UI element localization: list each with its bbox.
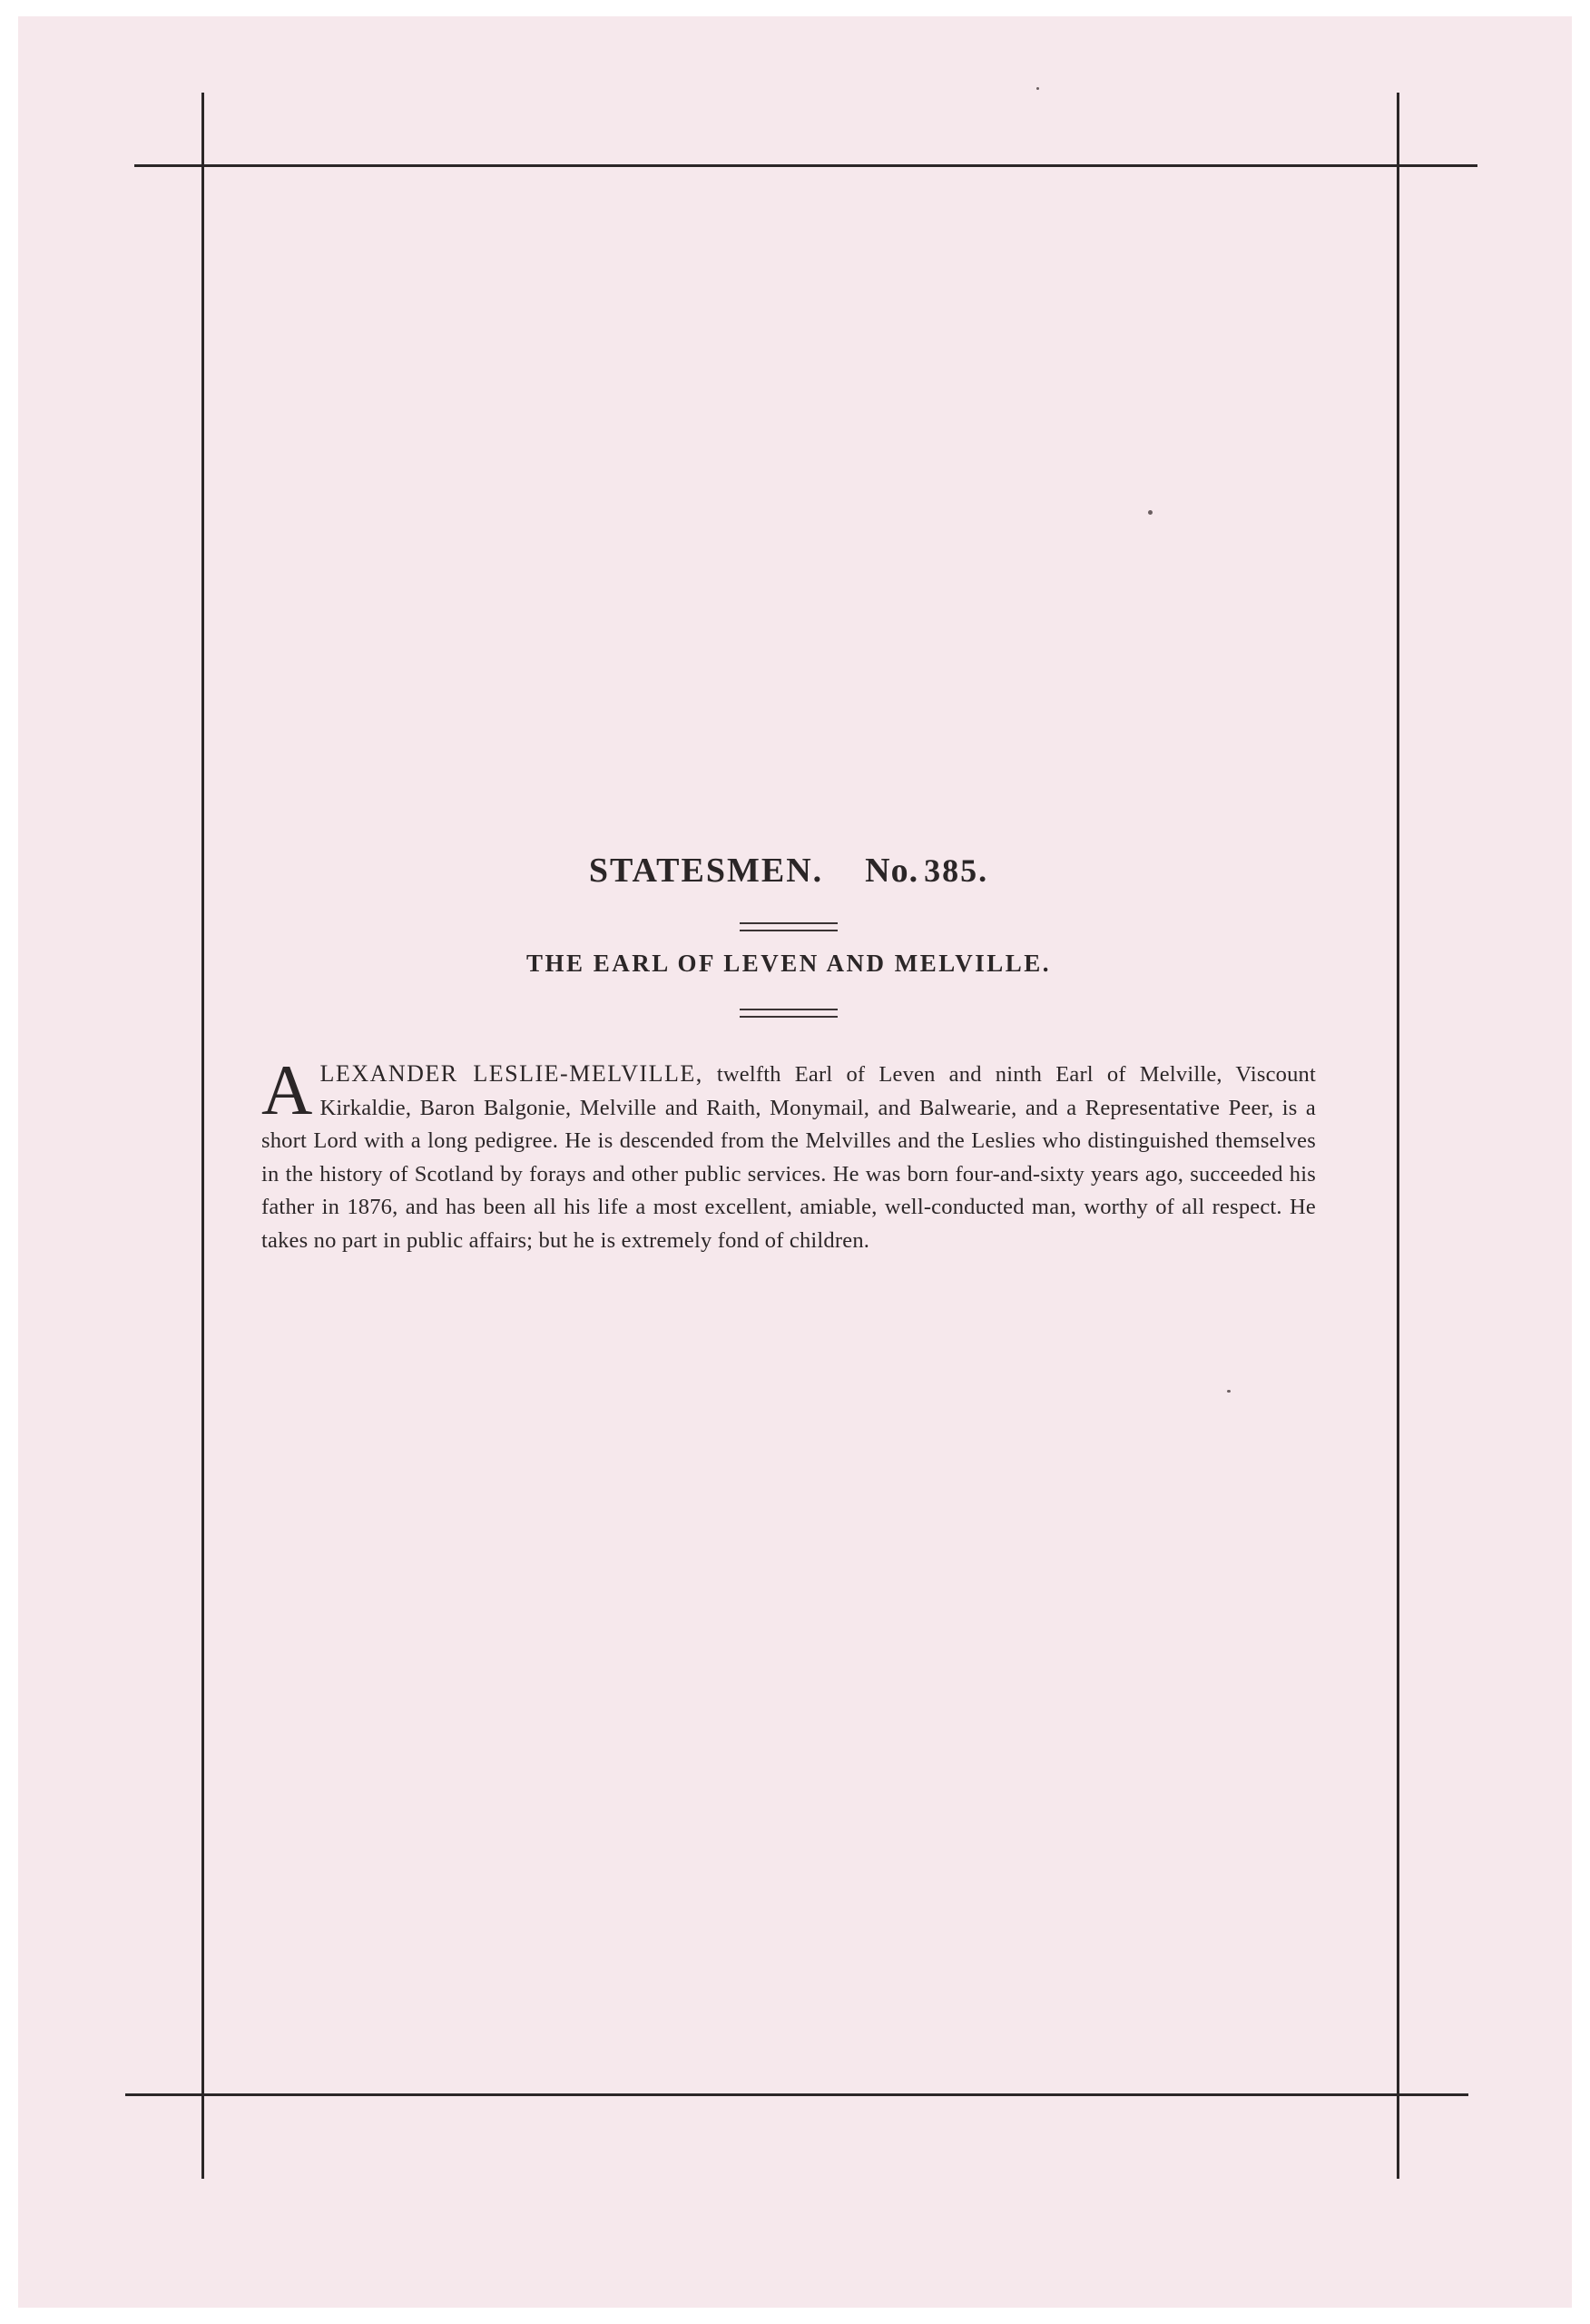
frame-rule-bottom — [125, 2093, 1468, 2096]
double-rule-divider — [740, 922, 838, 931]
issue-number: 385. — [924, 852, 989, 889]
paper-speck — [1227, 1390, 1231, 1393]
drop-cap: A — [261, 1050, 313, 1129]
number-label: No. — [865, 852, 919, 890]
frame-rule-left — [201, 93, 204, 2179]
frame-rule-top — [134, 164, 1477, 167]
article-subtitle: THE EARL OF LEVEN AND MELVILLE. — [525, 950, 1052, 977]
series-title: STATESMEN. — [588, 852, 824, 890]
paper-speck — [1036, 87, 1039, 90]
article-heading — [261, 853, 1316, 888]
body-text: twelfth Earl of Leven and ninth Earl of Melville, Viscount Kirkaldie, Baron Balgonie, Melville and Raith, Monymail, and Balwearie, and a Representative Peer, is a short Lord with a long pedigree. He is descended from the Melvilles and the Leslies who distinguished themselves in the history of Scotland by forays and other public services. He was born four-and-sixty years ago, succeeded his father in 1876, and has been all his life a most excellent, amiable, well-conducted man, worthy of all respect. He takes no part in public affairs; but he is extremely fond of children. — [261, 1062, 1316, 1253]
frame-rule-right — [1397, 93, 1399, 2179]
double-rule-divider — [740, 1009, 838, 1018]
lead-caps: LEXANDER LESLIE-MELVILLE, — [319, 1060, 703, 1087]
article — [261, 853, 1316, 1280]
article-body — [261, 1050, 1316, 1257]
paper-speck — [1148, 510, 1153, 515]
